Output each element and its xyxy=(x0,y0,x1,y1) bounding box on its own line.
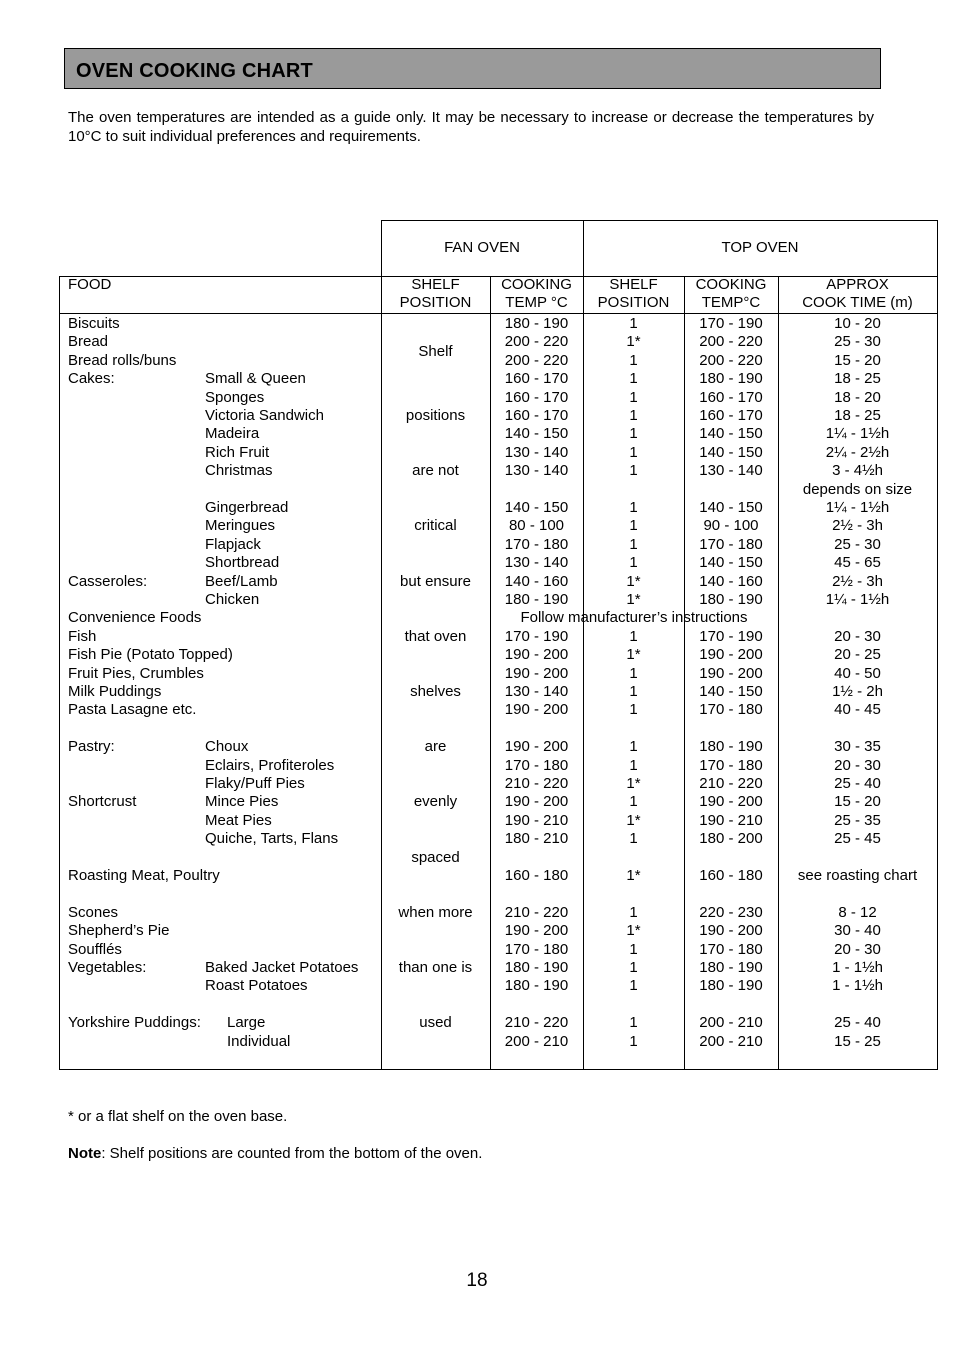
cook-time-cell: 18 - 25 xyxy=(834,407,881,424)
food-cell: Pastry: xyxy=(68,738,115,756)
top-temp-cell: 200 - 210 xyxy=(699,1014,763,1032)
fan-temp-cell: 180 - 190 xyxy=(504,315,569,332)
top-temp-cell: 190 - 210 xyxy=(699,811,763,829)
cook-time-cell: 8 - 12 xyxy=(838,903,877,921)
top-shelf-cell: 1 xyxy=(629,370,638,388)
top-shelf-cell: 1* xyxy=(626,811,641,829)
food-cell: Biscuits xyxy=(68,315,120,332)
table-rule xyxy=(59,276,60,1070)
fan-shelf-note-cell: Shelf xyxy=(418,342,453,360)
fan-temp-cell: 190 - 200 xyxy=(504,701,569,719)
cook-time-cell: 45 - 65 xyxy=(834,554,881,572)
top-shelf-cell: 1 xyxy=(629,683,638,700)
cook-time-cell: 18 - 20 xyxy=(834,388,881,406)
cook-time-cell: 40 - 50 xyxy=(834,664,881,682)
cook-time-cell: 1¼ - 1½h xyxy=(825,499,890,516)
fan-temp-cell: 180 - 210 xyxy=(504,830,569,848)
top-temp-cell: 180 - 190 xyxy=(699,370,763,388)
food-column-header xyxy=(68,276,368,314)
food-subtype-cell: Rich Fruit xyxy=(205,443,270,461)
cook-time-cell: 15 - 20 xyxy=(834,793,881,811)
fan-oven-header: FAN OVEN xyxy=(444,239,520,256)
top-temp-cell: 160 - 170 xyxy=(699,407,763,424)
fan-shelf-note-cell: evenly xyxy=(413,793,458,811)
table-rule xyxy=(59,1069,938,1070)
fan-temp-cell: 190 - 210 xyxy=(504,811,569,829)
food-subtype-cell: Madeira xyxy=(205,425,260,443)
top-temp-cell: 140 - 150 xyxy=(699,683,763,700)
top-shelf-cell: 1 xyxy=(629,425,638,443)
instructions-cell: Follow manufacturer’s instructions xyxy=(520,609,748,627)
top-shelf-cell: 1 xyxy=(629,903,638,921)
food-cell: Fruit Pies, Crumbles xyxy=(68,664,204,682)
top-shelf-cell: 1 xyxy=(629,940,638,958)
cook-time-cell: 25 - 35 xyxy=(834,811,881,829)
food-cell: Soufflés xyxy=(68,940,122,958)
food-subtype-cell: Flapjack xyxy=(205,535,261,553)
food-subtype-cell: Christmas xyxy=(205,462,273,480)
top-temp-cell: 170 - 190 xyxy=(699,627,763,645)
top-temp-cell: 180 - 190 xyxy=(699,977,763,995)
top-temp-cell: 180 - 190 xyxy=(699,591,763,608)
food-cell: Roasting Meat, Poultry xyxy=(68,867,220,884)
fan-temp-cell: 160 - 170 xyxy=(504,407,569,424)
top-shelf-cell: 1 xyxy=(629,1032,638,1050)
food-subtype-cell: Choux xyxy=(205,738,249,756)
cook-time-cell: 2½ - 3h xyxy=(832,517,883,535)
top-shelf-cell: 1 xyxy=(629,462,638,480)
cook-time-cell: 30 - 40 xyxy=(834,922,881,940)
food-cell: Vegetables: xyxy=(68,959,147,976)
fan-shelf-note-cell: spaced xyxy=(411,848,460,866)
food-subtype-cell: Quiche, Tarts, Flans xyxy=(205,830,339,848)
top-shelf-cell: 1 xyxy=(629,351,638,369)
page-title: OVEN COOKING CHART xyxy=(76,60,313,82)
fan-shelf-note-cell: are xyxy=(424,738,447,756)
top-temp-cell: 190 - 200 xyxy=(699,922,763,940)
cook-time-cell: 1 - 1½h xyxy=(832,977,883,995)
cook-time-cell: 25 - 30 xyxy=(834,333,881,351)
top-shelf-column-header xyxy=(583,276,684,314)
top-temp-cell: 220 - 230 xyxy=(699,903,763,921)
food-subtype-cell: Victoria Sandwich xyxy=(205,407,324,424)
fan-temp-header-line2: TEMP °C xyxy=(505,294,568,311)
fan-temp-cell: 200 - 220 xyxy=(504,351,569,369)
food-subtype-cell: Chicken xyxy=(205,591,260,608)
top-temp-cell: 170 - 180 xyxy=(699,940,763,958)
fan-temp-cell: 140 - 150 xyxy=(504,425,569,443)
food-subtype-cell: Meringues xyxy=(205,517,276,535)
food-subtype-cell: Flaky/Puff Pies xyxy=(205,775,305,792)
food-subtype-cell: Shortbread xyxy=(205,554,280,572)
top-temp-cell: 160 - 180 xyxy=(699,867,763,884)
cook-time-cell: 3 - 4½h xyxy=(832,462,883,480)
top-temp-cell: 190 - 200 xyxy=(699,793,763,811)
cook-time-cell: 20 - 30 xyxy=(834,756,881,774)
top-temp-cell: 190 - 200 xyxy=(699,646,763,664)
top-shelf-cell: 1* xyxy=(626,922,641,940)
note xyxy=(68,1145,482,1163)
food-header-text: FOOD xyxy=(68,276,112,293)
top-temp-cell: 170 - 180 xyxy=(699,701,763,719)
top-shelf-cell: 1* xyxy=(626,646,641,664)
fan-temp-cell: 210 - 220 xyxy=(504,775,569,792)
cook-time-cell: 40 - 45 xyxy=(834,701,881,719)
top-temp-cell: 140 - 150 xyxy=(699,425,763,443)
food-subtype-cell: Baked Jacket Potatoes xyxy=(205,959,359,976)
cook-time-cell: 2½ - 3h xyxy=(832,572,883,590)
fan-temp-cell: 180 - 190 xyxy=(504,959,569,976)
intro-paragraph: The oven temperatures are intended as a guide only. It may be necessary to increase or decrease the temperatures by 10°C to suit individual preferences and requirements. xyxy=(68,109,874,145)
fan-shelf-note-cell: that oven xyxy=(404,627,467,645)
cook-time-cell: 10 - 20 xyxy=(834,315,881,332)
top-temp-cell: 200 - 210 xyxy=(699,1032,763,1050)
top-shelf-header-line1: SHELF xyxy=(609,276,658,293)
fan-temp-cell: 200 - 220 xyxy=(504,333,569,351)
fan-temp-cell: 160 - 170 xyxy=(504,388,569,406)
fan-temp-cell: 210 - 220 xyxy=(504,1014,569,1032)
cook-time-header-line2: COOK TIME (m) xyxy=(802,294,913,311)
top-shelf-cell: 1* xyxy=(626,591,641,608)
fan-temp-cell: 130 - 140 xyxy=(504,683,569,700)
top-temp-column-header xyxy=(684,276,778,314)
top-shelf-header-line2: POSITION xyxy=(597,294,670,311)
food-cell: Cakes: xyxy=(68,370,115,388)
top-temp-cell: 140 - 150 xyxy=(699,499,763,516)
top-oven-header: TOP OVEN xyxy=(721,239,799,256)
cook-time-cell: 1¼ - 1½h xyxy=(825,591,890,608)
top-shelf-cell: 1 xyxy=(629,554,638,572)
top-shelf-cell: 1 xyxy=(629,738,638,756)
fan-temp-cell: 160 - 180 xyxy=(504,867,569,884)
top-temp-cell: 140 - 160 xyxy=(699,572,763,590)
cook-time-cell: 1½ - 2h xyxy=(832,683,883,700)
cook-time-column-header xyxy=(778,276,937,314)
fan-shelf-note-cell: when more xyxy=(398,903,473,921)
cook-time-cell: 25 - 30 xyxy=(834,535,881,553)
food-cell: Shortcrust xyxy=(68,793,137,811)
fan-shelf-note-cell: positions xyxy=(405,407,466,424)
top-temp-cell: 170 - 190 xyxy=(699,315,763,332)
fan-shelf-column-header xyxy=(381,276,490,314)
food-subtype-cell: Roast Potatoes xyxy=(205,977,308,995)
top-shelf-cell: 1 xyxy=(629,793,638,811)
fan-temp-cell: 190 - 200 xyxy=(504,922,569,940)
top-shelf-cell: 1 xyxy=(629,664,638,682)
fan-temp-cell: 160 - 170 xyxy=(504,370,569,388)
fan-shelf-note-cell: used xyxy=(419,1014,452,1032)
food-cell: Casseroles: xyxy=(68,572,148,590)
top-shelf-cell: 1 xyxy=(629,407,638,424)
top-shelf-cell: 1* xyxy=(626,775,641,792)
food-cell: Fish xyxy=(68,627,97,645)
food-cell: Convenience Foods xyxy=(68,609,202,627)
fan-shelf-note-cell: critical xyxy=(414,517,457,535)
top-shelf-cell: 1 xyxy=(629,830,638,848)
cook-time-cell: 30 - 35 xyxy=(834,738,881,756)
fan-temp-cell: 130 - 140 xyxy=(504,443,569,461)
fan-temp-cell: 130 - 140 xyxy=(504,554,569,572)
page-number: 18 xyxy=(466,1270,488,1291)
fan-temp-cell: 190 - 200 xyxy=(504,793,569,811)
fan-temp-header-line1: COOKING xyxy=(501,276,572,293)
note-label: Note xyxy=(68,1145,102,1162)
top-shelf-cell: 1 xyxy=(629,388,638,406)
fan-shelf-header-line1: SHELF xyxy=(411,276,460,293)
top-temp-cell: 140 - 150 xyxy=(699,554,763,572)
cook-time-cell: see roasting chart xyxy=(797,867,918,884)
cook-time-cell: depends on size xyxy=(802,480,913,498)
cook-time-cell: 18 - 25 xyxy=(834,370,881,388)
food-subtype-cell: Eclairs, Profiteroles xyxy=(205,756,335,774)
food-subtype-cell: Large xyxy=(227,1014,266,1032)
top-temp-cell: 200 - 220 xyxy=(699,351,763,369)
fan-shelf-note-cell: shelves xyxy=(410,683,461,700)
top-shelf-cell: 1* xyxy=(626,572,641,590)
food-cell: Milk Puddings xyxy=(68,683,162,700)
cook-time-cell: 1 - 1½h xyxy=(832,959,883,976)
top-temp-cell: 90 - 100 xyxy=(703,517,759,535)
cook-time-cell: 20 - 30 xyxy=(834,627,881,645)
food-cell: Bread rolls/buns xyxy=(68,351,177,369)
top-temp-header-line1: COOKING xyxy=(695,276,767,293)
top-shelf-cell: 1 xyxy=(629,977,638,995)
fan-shelf-note-cell: but ensure xyxy=(400,572,471,590)
top-shelf-cell: 1 xyxy=(629,517,638,535)
top-shelf-cell: 1 xyxy=(629,499,638,516)
top-temp-cell: 190 - 200 xyxy=(699,664,763,682)
table-rule xyxy=(937,220,938,1070)
fan-temp-cell: 200 - 210 xyxy=(504,1032,569,1050)
cook-time-cell: 15 - 20 xyxy=(834,351,881,369)
cook-time-cell: 20 - 30 xyxy=(834,940,881,958)
top-temp-cell: 140 - 150 xyxy=(699,443,763,461)
food-subtype-cell: Individual xyxy=(227,1032,291,1050)
top-shelf-cell: 1 xyxy=(629,315,638,332)
top-temp-cell: 180 - 200 xyxy=(699,830,763,848)
cook-time-cell: 25 - 40 xyxy=(834,775,881,792)
top-temp-cell: 180 - 190 xyxy=(699,738,763,756)
food-subtype-cell: Gingerbread xyxy=(205,499,289,516)
top-shelf-cell: 1* xyxy=(626,867,641,884)
top-temp-cell: 160 - 170 xyxy=(699,388,763,406)
food-cell: Pasta Lasagne etc. xyxy=(68,701,197,719)
cook-time-header-line1: APPROX xyxy=(826,276,889,293)
fan-shelf-note-cell: than one is xyxy=(398,959,473,976)
top-shelf-cell: 1 xyxy=(629,1014,638,1032)
fan-temp-cell: 80 - 100 xyxy=(508,517,565,535)
fan-shelf-header-line2: POSITION xyxy=(399,294,472,311)
cook-time-cell: 15 - 25 xyxy=(834,1032,881,1050)
fan-temp-cell: 180 - 190 xyxy=(504,591,569,608)
food-subtype-cell: Sponges xyxy=(205,388,265,406)
fan-shelf-note-cell: are not xyxy=(412,462,459,480)
top-shelf-cell: 1* xyxy=(626,333,641,351)
footnote: * or a flat shelf on the oven base. xyxy=(68,1108,288,1125)
food-cell: Scones xyxy=(68,903,119,921)
fan-temp-cell: 140 - 150 xyxy=(504,499,569,516)
fan-temp-cell: 190 - 200 xyxy=(504,664,569,682)
fan-temp-cell: 210 - 220 xyxy=(504,903,569,921)
top-temp-cell: 210 - 220 xyxy=(699,775,763,792)
top-shelf-cell: 1 xyxy=(629,756,638,774)
top-temp-cell: 170 - 180 xyxy=(699,535,763,553)
top-shelf-cell: 1 xyxy=(629,443,638,461)
fan-temp-cell: 170 - 180 xyxy=(504,940,569,958)
fan-temp-cell: 170 - 180 xyxy=(504,756,569,774)
fan-temp-cell: 180 - 190 xyxy=(504,977,569,995)
food-subtype-cell: Meat Pies xyxy=(205,811,272,829)
cook-time-cell: 2¼ - 2½h xyxy=(825,443,890,461)
top-temp-cell: 180 - 190 xyxy=(699,959,763,976)
food-subtype-cell: Beef/Lamb xyxy=(205,572,278,590)
cook-time-cell: 25 - 45 xyxy=(834,830,881,848)
top-shelf-cell: 1 xyxy=(629,959,638,976)
food-subtype-cell: Small & Queen xyxy=(205,370,306,388)
top-shelf-cell: 1 xyxy=(629,701,638,719)
cook-time-cell: 20 - 25 xyxy=(834,646,881,664)
top-temp-header-line2: TEMP°C xyxy=(701,294,761,311)
top-temp-cell: 200 - 220 xyxy=(699,333,763,351)
fan-temp-cell: 140 - 160 xyxy=(504,572,569,590)
top-temp-cell: 170 - 180 xyxy=(699,756,763,774)
fan-temp-cell: 190 - 200 xyxy=(504,738,569,756)
food-cell: Bread xyxy=(68,333,109,351)
top-shelf-cell: 1 xyxy=(629,627,638,645)
fan-temp-cell: 130 - 140 xyxy=(504,462,569,480)
food-cell: Yorkshire Puddings: xyxy=(68,1014,201,1032)
top-shelf-cell: 1 xyxy=(629,535,638,553)
cook-time-cell: 1¼ - 1½h xyxy=(825,425,890,443)
food-cell: Fish Pie (Potato Topped) xyxy=(68,646,233,664)
top-temp-cell: 130 - 140 xyxy=(699,462,763,480)
food-subtype-cell: Mince Pies xyxy=(205,793,279,811)
fan-temp-cell: 170 - 180 xyxy=(504,535,569,553)
fan-temp-cell: 170 - 190 xyxy=(504,627,569,645)
note-text: : Shelf positions are counted from the bottom of the oven. xyxy=(101,1145,483,1162)
fan-temp-cell: 190 - 200 xyxy=(504,646,569,664)
cook-time-cell: 25 - 40 xyxy=(834,1014,881,1032)
food-cell: Shepherd’s Pie xyxy=(68,922,170,940)
fan-temp-column-header xyxy=(490,276,583,314)
